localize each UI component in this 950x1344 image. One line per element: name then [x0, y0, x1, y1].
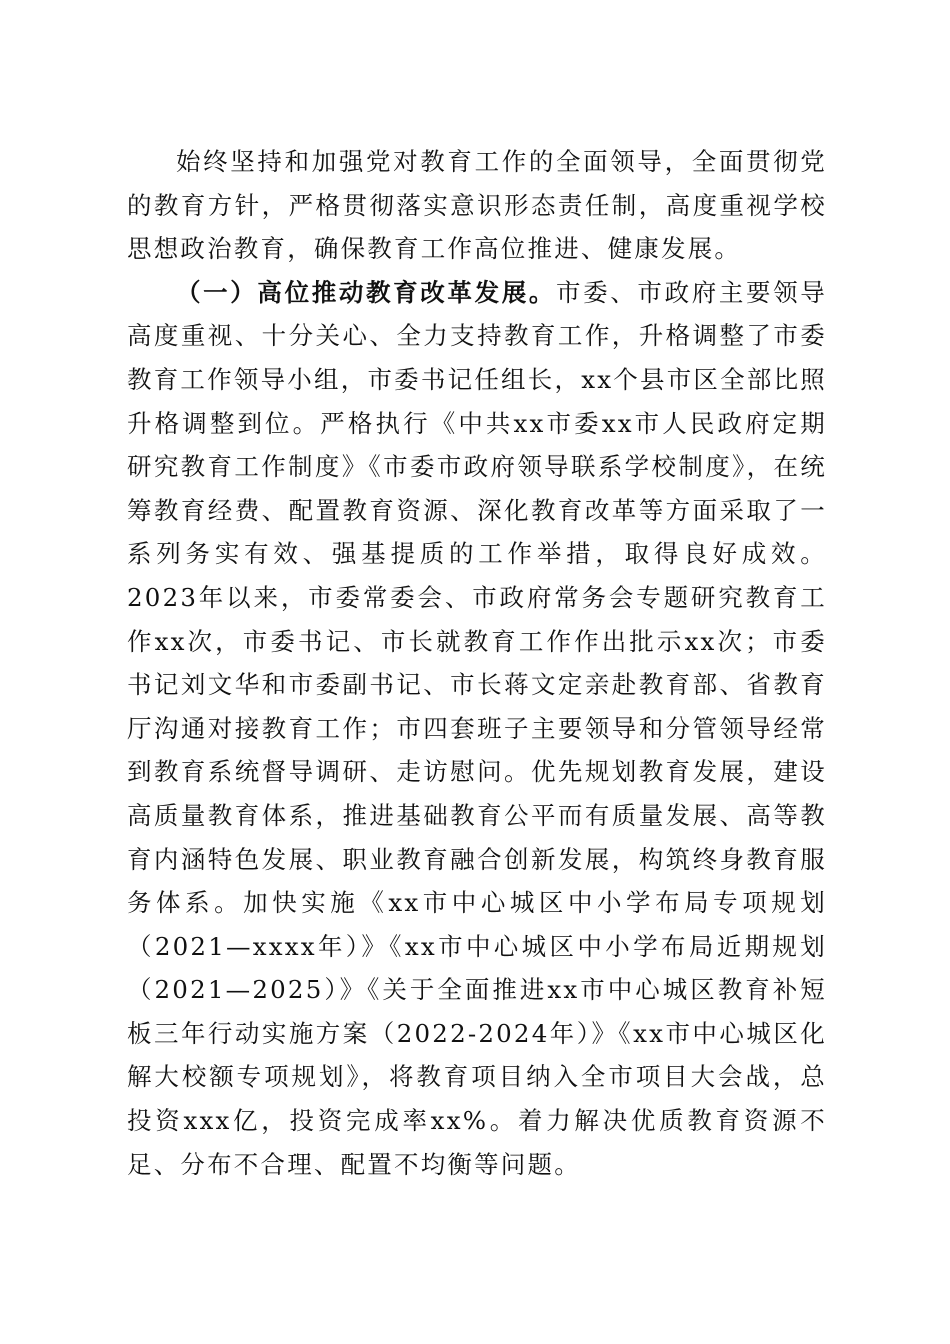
section-one-heading: （一）高位推动教育改革发展。: [176, 277, 556, 307]
section-one-body: 市委、市政府主要领导高度重视、十分关心、全力支持教育工作，升格调整了市委教育工作领导小组，市委书记任组长，xx个县市区全部比照升格调整到位。严格执行《中共xx市委xx市人民政府定期研究教育工作制度》《市委市政府领导联系学校制度》，在统筹教育经费、配置教育资源、深化教育改革等方面采取了一系列务实有效、强基提质的工作举措，取得良好成效。2023年以来，市委常委会、市政府常务会专题研究教育工作xx次，市委书记、市长就教育工作作出批示xx次；市委书记刘文华和市委副书记、市长蒋文定亲赴教育部、省教育厅沟通对接教育工作；市四套班子主要领导和分管领导经常到教育系统督导调研、走访慰问。优先规划教育发展，建设高质量教育体系，推进基础教育公平而有质量发展、高等教育内涵特色发展、职业教育融合创新发展，构筑终身教育服务体系。加快实施《xx市中心城区中小学布局专项规划（2021—xxxx年）》《xx市中心城区中小学布局近期规划（2021—2025）》《关于全面推进xx市中心城区教育补短板三年行动实施方案（2022-2024年）》《xx市中心城区化解大校额专项规划》，将教育项目纳入全市项目大会战，总投资xxx亿，投资完成率xx%。着力解决优质教育资源不足、分布不合理、配置不均衡等问题。: [127, 277, 827, 1179]
intro-paragraph: 始终坚持和加强党对教育工作的全面领导，全面贯彻党的教育方针，严格贯彻落实意识形态责任制，高度重视学校思想政治教育，确保教育工作高位推进、健康发展。: [127, 147, 827, 264]
section-one-paragraph: [127, 271, 827, 1186]
document-body: [127, 140, 827, 1186]
